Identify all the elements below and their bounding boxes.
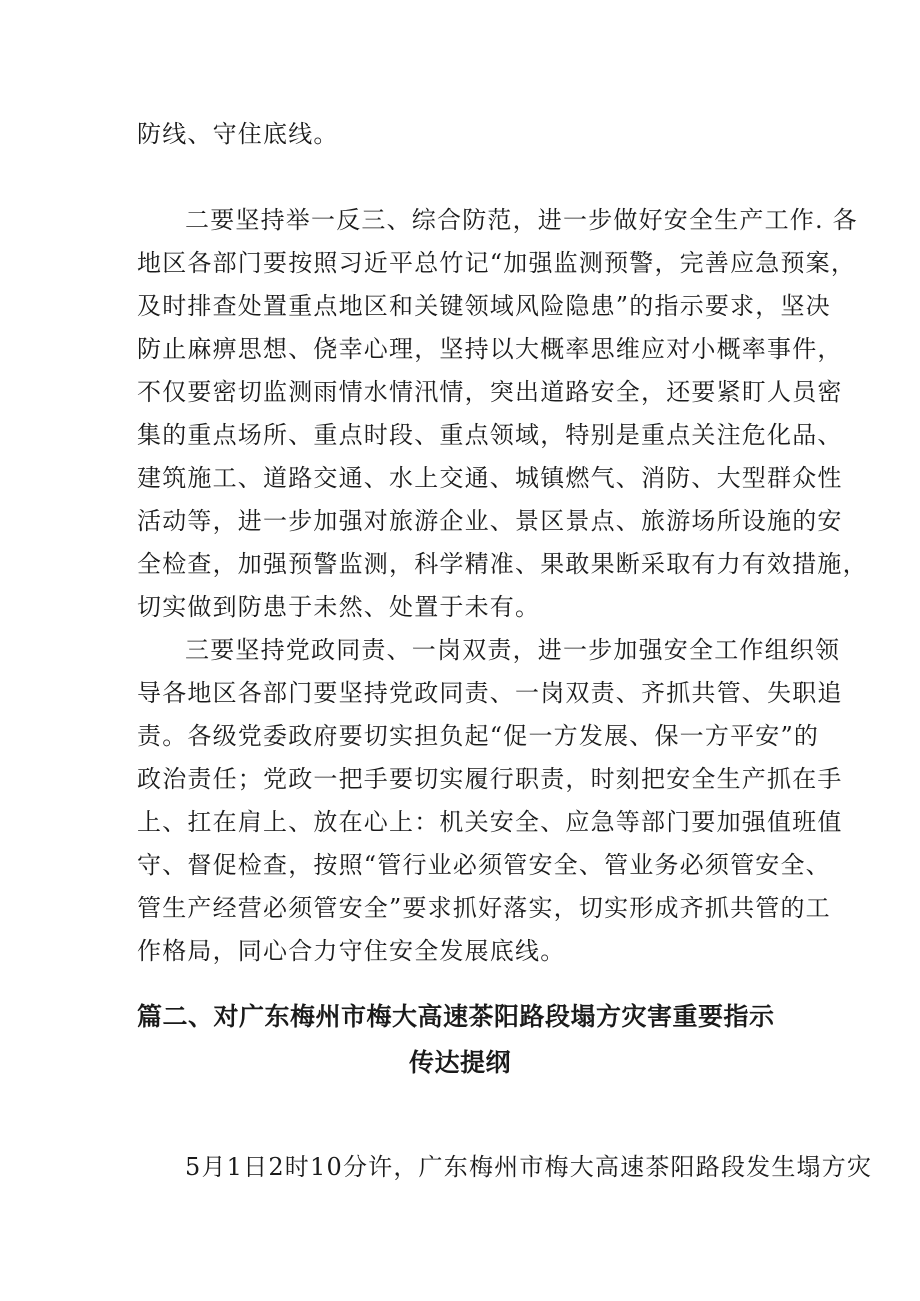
paragraph-line: 防止麻痹思想、侥幸心理，坚持以大概率思维应对小概率事件，	[137, 335, 843, 363]
paragraph-line: 切实做到防患于未然、处置于未有。	[137, 593, 541, 621]
paragraph-line: 上、扛在肩上、放在心上：机关安全、应急等部门要加强值班值	[137, 808, 843, 836]
paragraph-line: 责。各级党委政府要切实担负起“促一方发展、保一方平安”的	[137, 722, 820, 750]
paragraph-line: 守、督促检查，按照“管行业必须管安全、管业务必须管安全、	[137, 851, 831, 879]
paragraph-line: 不仅要密切监测雨情水情汛情，突出道路安全，还要紧盯人员密	[137, 378, 843, 406]
paragraph-line: 防线、守住底线。	[137, 120, 339, 148]
paragraph-line: 导各地区各部门要坚持党政同责、一岗双责、齐抓共管、失职追	[137, 679, 843, 707]
paragraph-line: 三要坚持党政同责、一岗双责，进一步加强安全工作组织领	[185, 636, 841, 664]
paragraph-line: 及时排查处置重点地区和关键领域风险隐患”的指示要求，坚决	[137, 292, 831, 320]
paragraph-line: 5月1日2时10分许，广东梅州市梅大高速茶阳路段发生塌方灾	[185, 1153, 873, 1181]
paragraph-line: 全检查，加强预警监测，科学精准、果敢果断采取有力有效措施，	[137, 550, 868, 578]
paragraph-line: 建筑施工、道路交通、水上交通、城镇燃气、消防、大型群众性	[137, 464, 843, 492]
paragraph-line: 管生产经营必须管安全”要求抓好落实，切实形成齐抓共管的工	[137, 894, 831, 922]
paragraph-line: 二要坚持举一反三、综合防范，进一步做好安全生产工作. 各	[185, 206, 858, 234]
paragraph-line: 活动等，进一步加强对旅游企业、景区景点、旅游场所设施的安	[137, 507, 843, 535]
paragraph-line: 地区各部门要按照习近平总竹记“加强监测预警，完善应急预案，	[137, 249, 857, 277]
paragraph-line: 集的重点场所、重点时段、重点领域，特别是重点关注危化品、	[137, 421, 843, 449]
section-heading-subtitle: 传达提纲	[408, 1048, 511, 1077]
paragraph-line: 政治责任；党政一把手要切实履行职责，时刻把安全生产抓在手	[137, 765, 843, 793]
paragraph-line: 作格局，同心合力守住安全发展底线。	[137, 937, 566, 965]
section-heading: 篇二、对广东梅州市梅大高速茶阳路段塌方灾害重要指示	[137, 1002, 775, 1031]
